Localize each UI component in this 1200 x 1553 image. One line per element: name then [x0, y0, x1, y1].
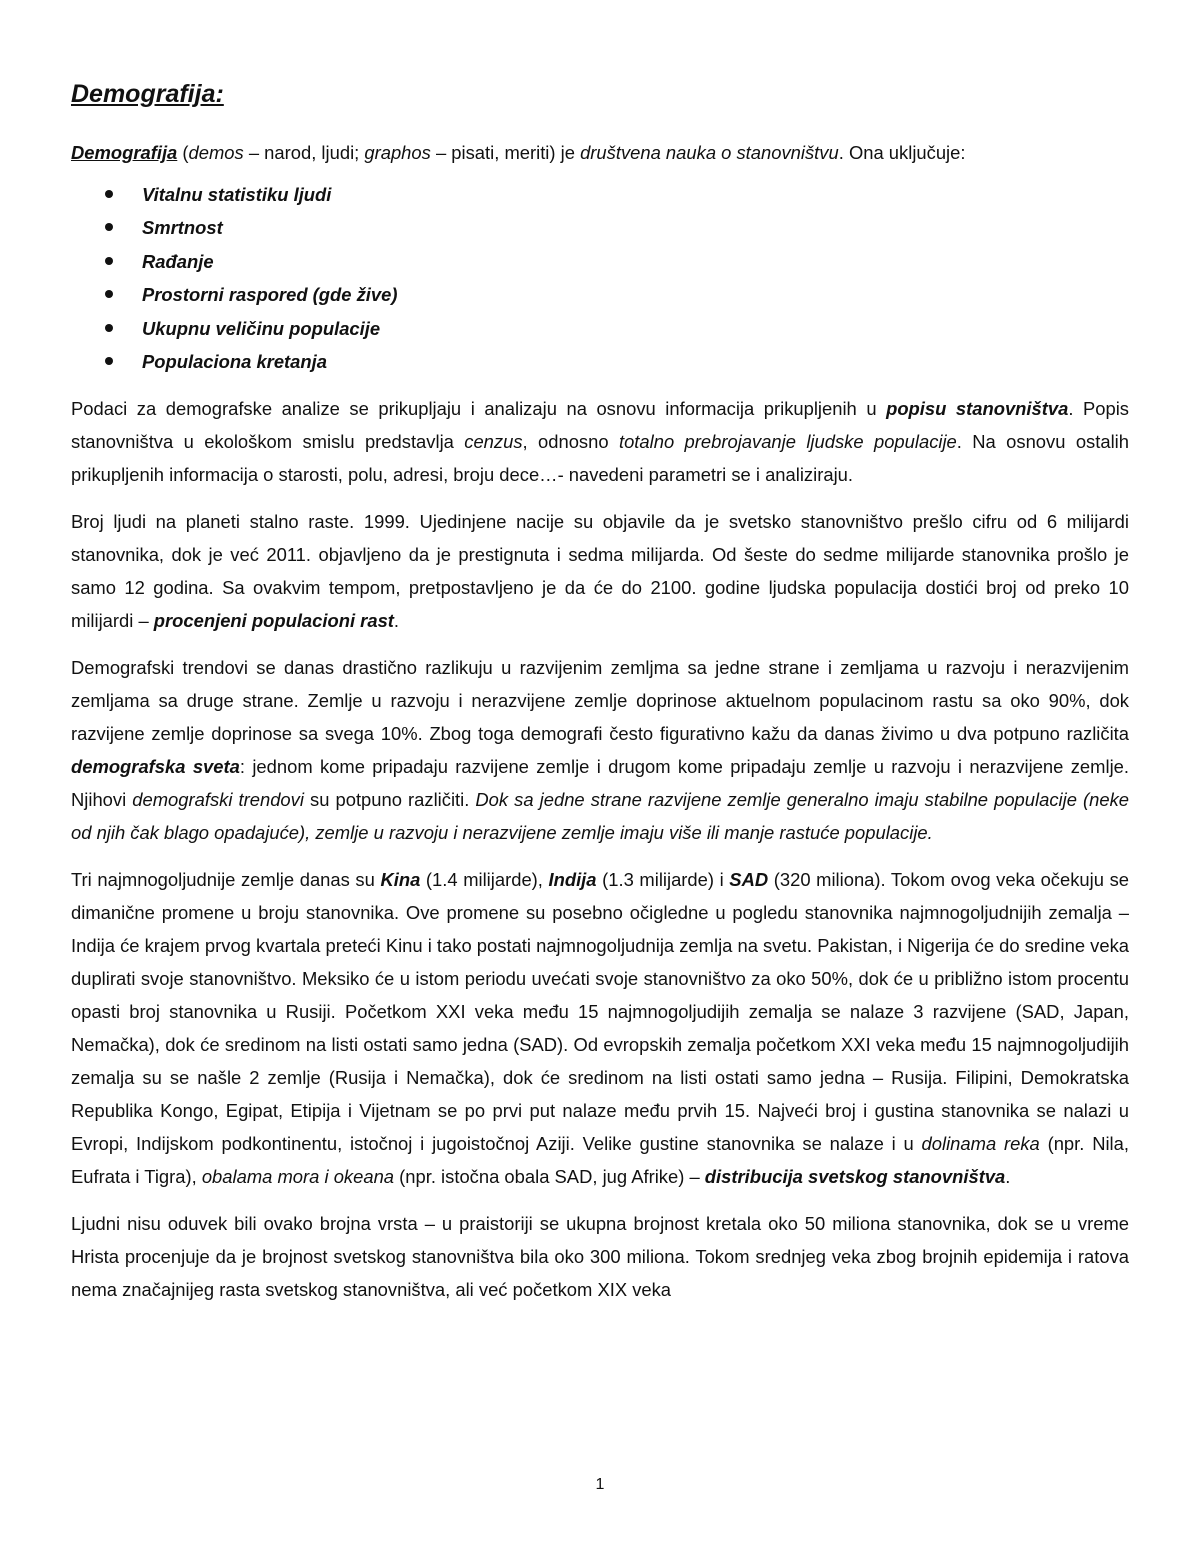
bullet-list: [71, 178, 1129, 378]
list-item: Smrtnost: [71, 211, 1129, 244]
document-page: [71, 78, 1129, 1306]
page-title: Demografija:: [71, 80, 224, 108]
bullet-icon: [105, 190, 113, 198]
paragraph-populous-countries: Tri najmnogoljudnije zemlje danas su Kina (1.4 milijarde), Indija (1.3 milijarde) i SAD (320 miliona). Tokom ovog veka očekuju se dimanične promene u broju stanovnika. Ove promene su posebno očigledne u pogledu stanovnika najmnogoljudnijih zemalja – Indija će krajem prvog kvartala preteći Kinu i tako postati najmnogoljudnija zemlja na svetu. Pakistan, i Nigerija će do sredine veka duplirati svoje stanovništvo. Meksiko će u istom periodu uvećati svoje stanovništvo za oko 50%, dok će u približno istom procentu opasti broj stanovnika u Rusiji. Početkom XXI veka među 15 najmnogoljudijih zemalja se nalaze 3 razvijene (SAD, Japan, Nemačka), dok će sredinom na listi ostati samo jedna (SAD). Od evropskih zemalja početkom XXI veka među 15 najmnogoljudijih zemalja su se našle 2 zemlje (Rusija i Nemačka), dok će sredinom na listi ostati samo jedna – Rusija. Filipini, Demokratska Republika Kongo, Egipat, Etipija i Vijetnam se po prvi put nalaze među prvih 15. Najveći broj i gustina stanovnika se nalazi u Evropi, Indijskom podkontinentu, istočnoj i jugoistočnoj Aziji. Velike gustine stanovnika se nalaze i u dolinama reka (npr. Nila, Eufrata i Tigra), obalama mora i okeana (npr. istočna obala SAD, jug Afrike) – distribucija svetskog stanovništva.: [71, 869, 1130, 1188]
list-item: Populaciona kretanja: [71, 345, 1129, 378]
paragraph-demographic-trends: Demografski trendovi se danas drastično razlikuju u razvijenim zemljma sa jedne strane i zemljama u razvoju i nerazvijenim zemljama sa druge strane. Zemlje u razvoju i nerazvijene zemlje doprinose aktuelnom populacinom rastu sa oko 90%, dok razvijene zemlje doprinose sa svega 10%. Zbog toga demografi često figurativno kažu da danas živimo u dva potpuno različita demografska sveta: jednom kome pripadaju razvijene zemlje i drugom kome pripadaju zemlje u razvoju i nerazvijene zemlje. Njihovi demografski trendovi su potpuno različiti. Dok sa jedne strane razvijene zemlje generalno imaju stabilne populacije (neke od njih čak blago opadajuće), zemlje u razvoju i nerazvijene zemlje imaju više ili manje rastuće populacije.: [71, 657, 1129, 844]
paragraph-population-growth: Broj ljudi na planeti stalno raste. 1999. Ujedinjene nacije su objavile da je svetsko stanovništvo prešlo cifru od 6 milijardi stanovnika, dok je već 2011. objavljeno da je prestignuta i sedma milijarda. Od šeste do sedme milijarde stanovnika prošlo je samo 12 godina. Sa ovakvim tempom, pretpostavljeno je da će do 2100. godine ljudska populacija dostići broj od preko 10 milijardi – procenjeni populacioni rast.: [71, 511, 1129, 632]
bullet-icon: [105, 290, 113, 298]
list-item: Prostorni raspored (gde žive): [71, 278, 1129, 311]
bullet-icon: [105, 324, 113, 332]
intro-paragraph: Demografija (demos – narod, ljudi; graphos – pisati, meriti) je društvena nauka o stanovništvu. Ona uključuje:: [71, 142, 966, 163]
bullet-icon: [105, 357, 113, 365]
list-item: Vitalnu statistiku ljudi: [71, 178, 1129, 211]
paragraph-census: Podaci za demografske analize se prikupljaju i analizaju na osnovu informacija prikupljenih u popisu stanovništva. Popis stanovništva u ekološkom smislu predstavlja cenzus, odnosno totalno prebrojavanje ljudske populacije. Na osnovu ostalih prikupljenih informacija o starosti, polu, adresi, broju dece…- navedeni parametri se i analiziraju.: [71, 398, 1129, 486]
list-item: Ukupnu veličinu populacije: [71, 312, 1129, 345]
bullet-icon: [105, 257, 113, 265]
intro-term: Demografija: [71, 142, 178, 163]
page-number: 1: [595, 1476, 605, 1493]
bullet-icon: [105, 223, 113, 231]
paragraph-history: Ljudni nisu oduvek bili ovako brojna vrsta – u praistoriji se ukupna brojnost kretala oko 50 miliona stanovnika, dok se u vreme Hrista procenjuje da je brojnost svetskog stanovništva bila oko 300 miliona. Tokom srednjeg veka zbog brojnih epidemija i ratova nema značajnijeg rasta svetskog stanovništva, ali već početkom XIX veka: [71, 1213, 1129, 1301]
list-item: Rađanje: [71, 245, 1129, 278]
